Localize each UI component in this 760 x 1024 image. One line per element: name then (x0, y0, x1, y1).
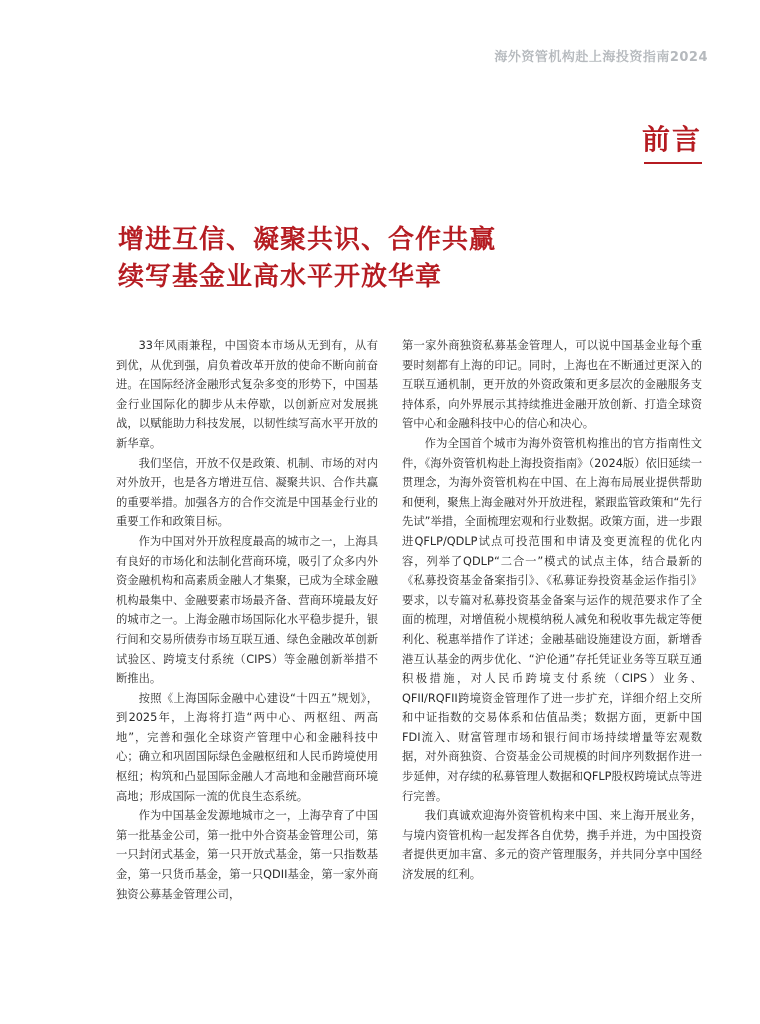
body-paragraph: 作为全国首个城市为海外资管机构推出的官方指南性文件，《海外资管机构赴上海投资指南》（2024版）依旧延续一贯理念，为海外资管机构在中国、在上海布局展业提供帮助和便利，聚焦上海金融对外开放进程，紧跟监管政策和“先行先试”举措，全面梳理宏观和行业数据。政策方面，进一步跟进QFLP/QDLP试点可投范围和申请及变更流程的优化内容，列举了QDLP“二合一”模式的试点主体，结合最新的《私募投资基金备案指引》、《私募证券投资基金运作指引》要求，以专篇对私募投资基金备案与运作的规范要求作了全面的梳理，对增值税小规模纳税人减免和税收事先裁定等便利化、税惠举措作了详述；金融基础设施建设方面，新增香港互认基金的两步优化、“沪伦通”存托凭证业务等互联互通积极措施，对人民币跨境支付系统（CIPS）业务、QFII/RQFII跨境资金管理作了进一步扩充，详细介绍上交所和中证指数的交易体系和估值品类；数据方面，更新中国FDI流入、财富管理市场和银行间市场持续增量等宏观数据，对外商独资、合资基金公司规模的时间序列数据作进一步延伸，对存续的私募管理人数据和QFLP股权跨境试点等进行完善。 (402, 436, 702, 803)
main-title (118, 222, 496, 296)
right-text-column (402, 336, 702, 885)
section-title: 前言 (641, 123, 702, 156)
running-header: 海外资管机构赴上海投资指南2024 (494, 50, 708, 65)
body-paragraph: 我们真诚欢迎海外资管机构来中国、来上海开展业务，与境内资管机构一起发挥各自优势，携手并进，为中国投资者提供更加丰富、多元的资产管理服务，并共同分享中国经济发展的红利。 (402, 809, 702, 882)
body-paragraph: 作为中国对外开放程度最高的城市之一，上海具有良好的市场化和法制化营商环境，吸引了众多内外资金融机构和高素质金融人才集聚，已成为全球金融机构最集中、金融要素市场最齐备、营商环境最友好的城市之一。上海金融市场国际化水平稳步提升，银行间和交易所债券市场互联互通、绿色金融改革创新试验区、跨境支付系统（CIPS）等金融创新举措不断推出。 (116, 534, 378, 686)
body-paragraph-continued: 第一家外商独资私募基金管理人，可以说中国基金业每个重要时刻都有上海的印记。同时，上海也在不断通过更深入的互联互通机制，更开放的外资政策和更多层次的金融服务支持体系，向外界展示其持续推进金融开放创新、打造全球资管中心和金融科技中心的信心和决心。 (402, 339, 702, 431)
main-title-line-2: 续写基金业高水平开放华章 (118, 262, 443, 292)
section-title-underline (644, 162, 702, 164)
body-paragraph: 按照《上海国际金融中心建设“十四五”规划》，到2025年，上海将打造“两中心、两枢纽、两高地”，完善和强化全球资产管理中心和金融科技中心；确立和巩固国际绿色金融枢纽和人民币跨境使用枢纽；构筑和凸显国际金融人才高地和金融营商环境高地；形成国际一流的优良生态系统。 (116, 691, 378, 803)
main-title-line-1: 增进互信、凝聚共识、合作共赢 (118, 225, 497, 255)
body-paragraph: 作为中国基金发源地城市之一，上海孕育了中国第一批基金公司，第一批中外合资基金管理公司，第一只封闭式基金，第一只开放式基金，第一只指数基金，第一只货币基金，第一只QDII基金，第一家外商独资公募基金管理公司， (116, 809, 378, 901)
body-paragraph: 我们坚信，开放不仅是政策、机制、市场的对内对外放开，也是各方增进互信、凝聚共识、合作共赢的重要举措。加强各方的合作交流是中国基金行业的重要工作和政策目标。 (116, 456, 378, 529)
left-text-column (116, 336, 378, 904)
body-paragraph: 33年风雨兼程，中国资本市场从无到有，从有到优，从优到强，肩负着改革开放的使命不断向前奋进。在国际经济金融形式复杂多变的形势下，中国基金行业国际化的脚步从未停歇，以创新应对发展挑战，以赋能助力科技发展，以韧性续写高水平开放的新华章。 (116, 339, 378, 450)
